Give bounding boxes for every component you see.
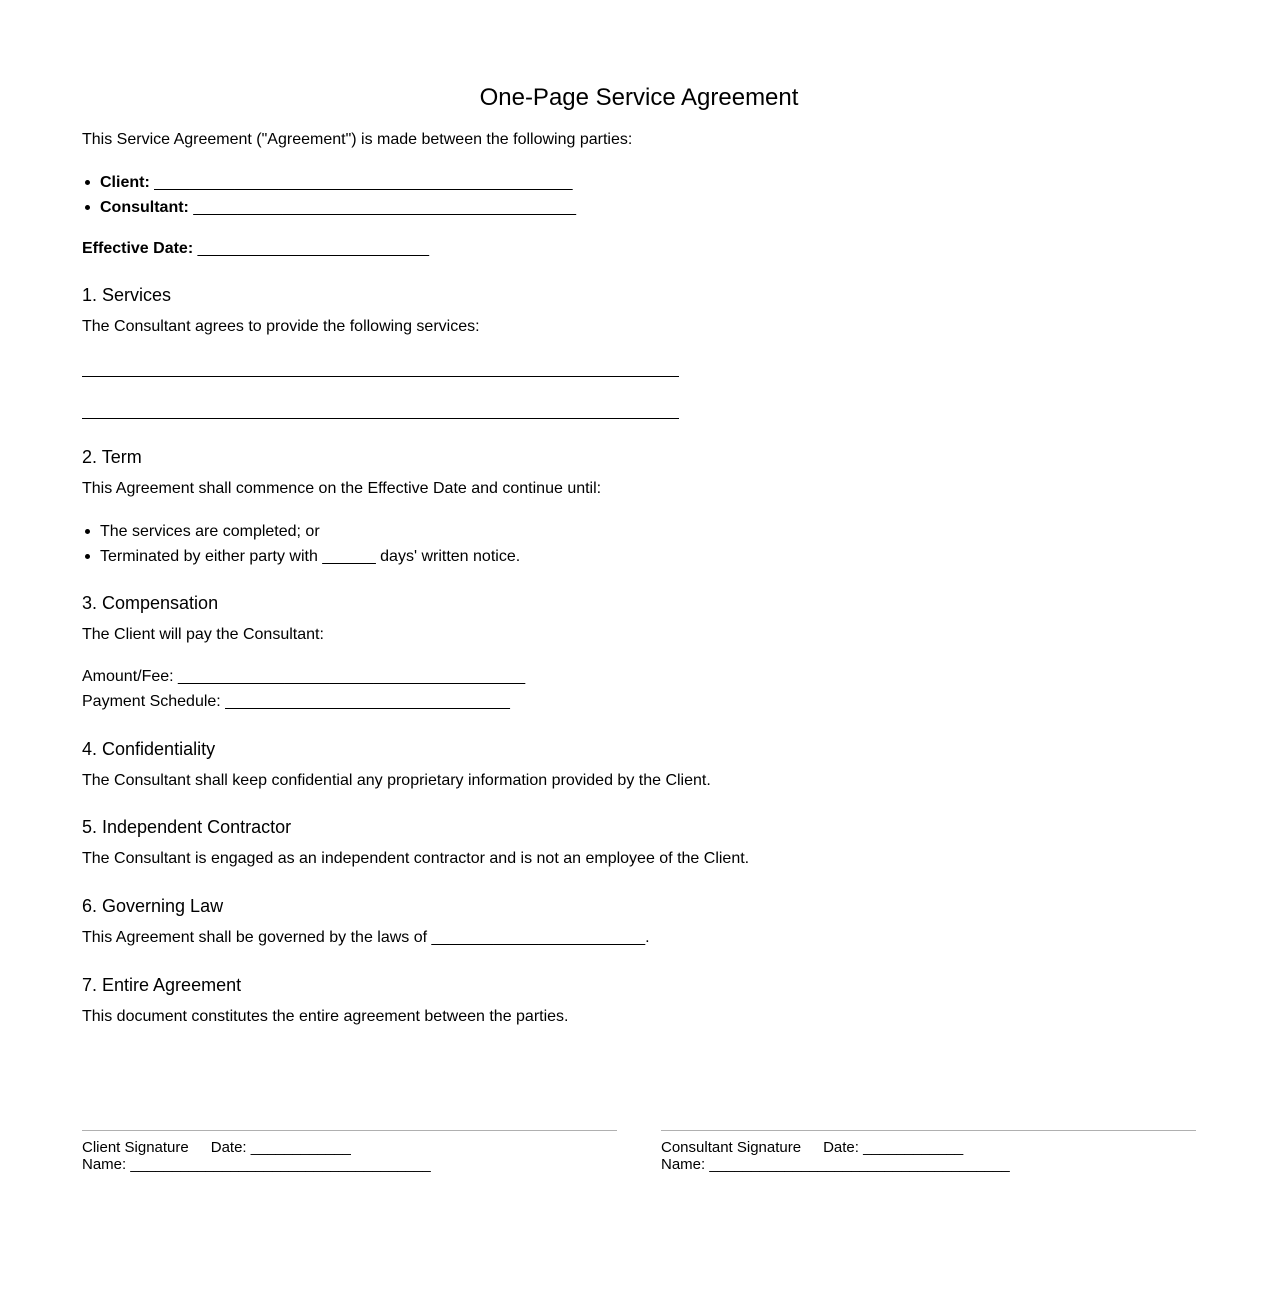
party-consultant: [82, 195, 576, 220]
effective-date-blank[interactable]: __________________________: [197, 240, 429, 257]
services-text: The Consultant agrees to provide the following services:: [82, 318, 480, 335]
independent-contractor-text: The Consultant is engaged as an independent contractor and is not an employee of the Client.: [82, 850, 750, 867]
section-heading-services: 1. Services: [82, 285, 172, 305]
client-label: Client:: [100, 174, 150, 191]
term-list: [82, 519, 520, 569]
effective-date-row: [82, 239, 429, 259]
section-heading-entire-agreement: 7. Entire Agreement: [82, 975, 242, 995]
term-item: Terminated by either party with ______ days' written notice.: [82, 544, 520, 569]
consultant-blank[interactable]: ___________________________________________: [193, 199, 576, 216]
intro-text: This Service Agreement ("Agreement") is made between the following parties:: [82, 131, 633, 148]
services-blank-line-2[interactable]: [82, 418, 679, 419]
amount-fee-field[interactable]: Amount/Fee: _______________________________________: [82, 668, 526, 685]
client-signature-block: [82, 1130, 617, 1173]
section-heading-independent-contractor: 5. Independent Contractor: [82, 817, 292, 837]
consultant-signature-block: [661, 1130, 1196, 1173]
consultant-label: Consultant:: [100, 199, 189, 216]
section-heading-term: 2. Term: [82, 447, 142, 467]
client-signature-label: Client Signature: [82, 1139, 189, 1156]
section-heading-confidentiality: 4. Confidentiality: [82, 739, 216, 759]
payment-schedule-field[interactable]: Payment Schedule: ________________________________: [82, 693, 510, 710]
consultant-signature-date[interactable]: Date: ____________: [823, 1139, 964, 1156]
client-signature-name[interactable]: Name: ____________________________________: [82, 1156, 431, 1173]
party-client: [82, 170, 576, 195]
services-blank-line-1[interactable]: [82, 376, 679, 377]
confidentiality-text: The Consultant shall keep confidential any proprietary information provided by the Client.: [82, 772, 711, 789]
section-heading-compensation: 3. Compensation: [82, 593, 219, 613]
client-signature-text: [82, 1131, 617, 1173]
term-text: This Agreement shall commence on the Effective Date and continue until:: [82, 480, 602, 497]
section-heading-governing-law: 6. Governing Law: [82, 896, 224, 916]
page-title: One-Page Service Agreement: [479, 84, 799, 111]
parties-list: [82, 170, 576, 220]
governing-law-text[interactable]: This Agreement shall be governed by the laws of ________________________.: [82, 929, 650, 946]
client-blank[interactable]: _______________________________________________: [154, 174, 573, 191]
effective-date-label: Effective Date:: [82, 240, 194, 257]
entire-agreement-text: This document constitutes the entire agreement between the parties.: [82, 1008, 569, 1025]
consultant-signature-text: [661, 1131, 1196, 1173]
term-item: The services are completed; or: [82, 519, 520, 544]
compensation-text: The Client will pay the Consultant:: [82, 626, 324, 643]
client-signature-date[interactable]: Date: ____________: [210, 1139, 351, 1156]
consultant-signature-label: Consultant Signature: [661, 1139, 802, 1156]
consultant-signature-name[interactable]: Name: ____________________________________: [661, 1156, 1010, 1173]
